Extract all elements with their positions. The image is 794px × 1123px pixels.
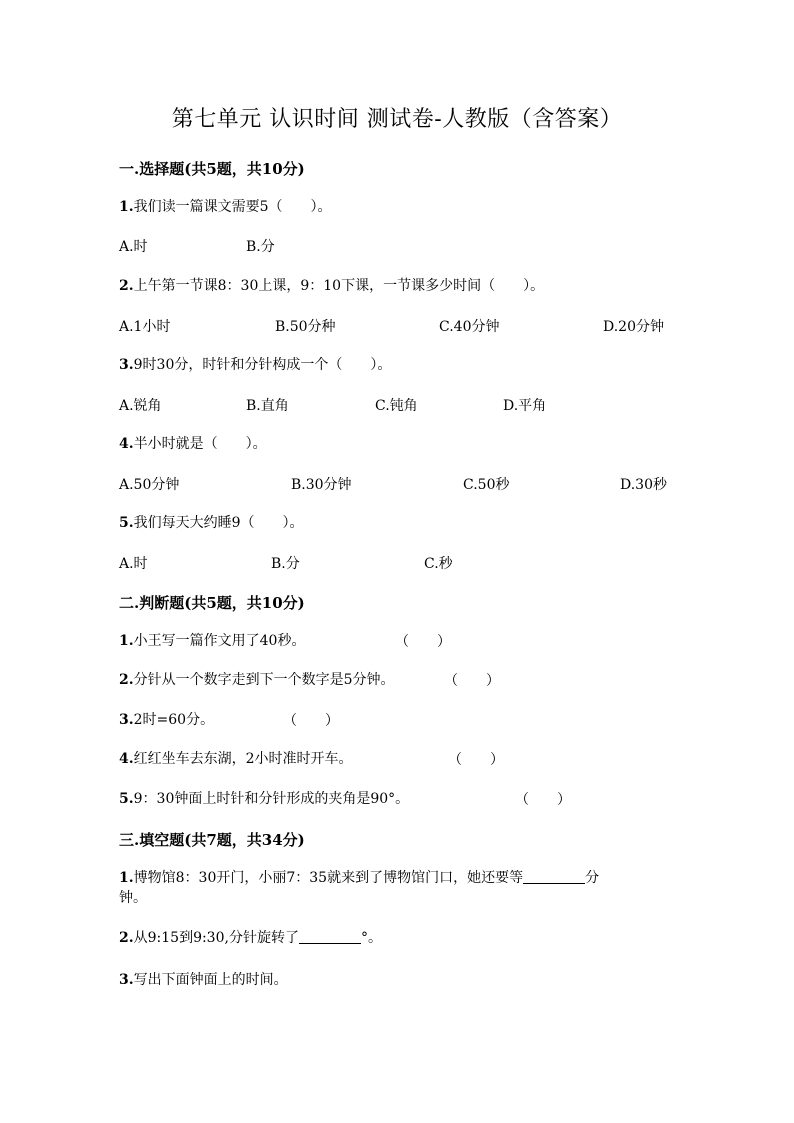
question-number: 1. [119,199,134,215]
question-number: 4. [119,436,134,452]
answer-parentheses: （ ） [283,713,339,729]
fill-question-2 [119,928,382,948]
question-stem: 分针从一个数字走到下一个数字是5分钟。 [133,672,395,688]
option-d: D.20分钟 [603,319,664,335]
fill-question-1 [119,868,679,908]
answer-parentheses: （ ） [448,752,504,768]
question-stem: 小王写一篇作文用了40秒。 [133,633,306,649]
option-c: C.40分钟 [439,319,500,335]
question-stem-end: °。 [360,930,382,946]
question-stem-continued: 钟。 [119,890,147,906]
option-b: B.分 [271,556,300,572]
judge-question-1 [119,631,305,651]
question-stem: 写出下面钟面上的时间。 [133,972,288,988]
judge-question-5 [119,789,409,809]
question-number: 5. [119,515,134,531]
choice-question-5 [119,513,304,533]
question-number: 3. [119,357,134,373]
option-a: A.锐角 [119,398,162,414]
option-a: A.1小时 [119,319,171,335]
question-number: 1. [119,870,134,886]
choice-question-3 [119,355,391,375]
question-stem-end: 分 [585,870,600,886]
question-number: 2. [119,672,134,688]
option-a: A.时 [119,239,148,255]
question-number: 2. [119,930,134,946]
choice-question-2 [119,276,544,296]
option-a: A.50分钟 [119,477,180,493]
question-stem: 博物馆8：30开门，小丽7：35就来到了博物馆门口，她还要等 [133,870,524,886]
question-stem: 我们每天大约睡9（ ）。 [133,515,304,531]
judge-question-2 [119,670,395,690]
section-heading-choice: 一.选择题(共5题，共10分) [119,160,305,178]
question-stem: 我们读一篇课文需要5（ ）。 [133,199,332,215]
option-a: A.时 [119,556,148,572]
option-c: C.50秒 [463,477,510,493]
section-heading-judge: 二.判断题(共5题，共10分) [119,594,305,612]
question-number: 1. [119,633,134,649]
section-heading-fill: 三.填空题(共7题，共34分) [119,831,305,849]
question-stem: 9：30钟面上时针和分针形成的夹角是90°。 [133,791,410,807]
answer-blank[interactable] [299,929,361,944]
option-d: D.平角 [503,398,547,414]
option-b: B.分 [246,239,275,255]
option-b: B.直角 [246,398,289,414]
judge-question-3 [119,710,214,730]
page-title: 第七单元 认识时间 测试卷-人教版（含答案） [171,107,623,132]
judge-question-4 [119,749,353,769]
fill-question-3 [119,970,288,990]
question-number: 5. [119,791,134,807]
question-number: 2. [119,278,134,294]
option-b: B.50分种 [275,319,336,335]
question-number: 4. [119,751,134,767]
question-stem: 9时30分，时针和分针构成一个（ ）。 [133,357,392,373]
answer-blank[interactable] [523,869,585,884]
option-d: D.30秒 [620,477,667,493]
answer-parentheses: （ ） [395,634,451,650]
question-stem: 红红坐车去东湖，2小时准时开车。 [133,751,353,767]
answer-parentheses: （ ） [515,792,571,808]
question-stem: 半小时就是（ ）。 [133,436,267,452]
option-b: B.30分钟 [291,477,352,493]
question-number: 3. [119,972,134,988]
question-stem: 从9:15到9:30,分针旋转了 [133,930,299,946]
question-stem: 上午第一节课8：30上课，9：10下课，一节课多少时间（ ）。 [133,278,545,294]
question-stem: 2时=60分。 [133,712,215,728]
option-c: C.钝角 [375,398,418,414]
question-number: 3. [119,712,134,728]
answer-parentheses: （ ） [444,673,500,689]
choice-question-1 [119,197,332,217]
choice-question-4 [119,434,267,454]
option-c: C.秒 [424,556,453,572]
